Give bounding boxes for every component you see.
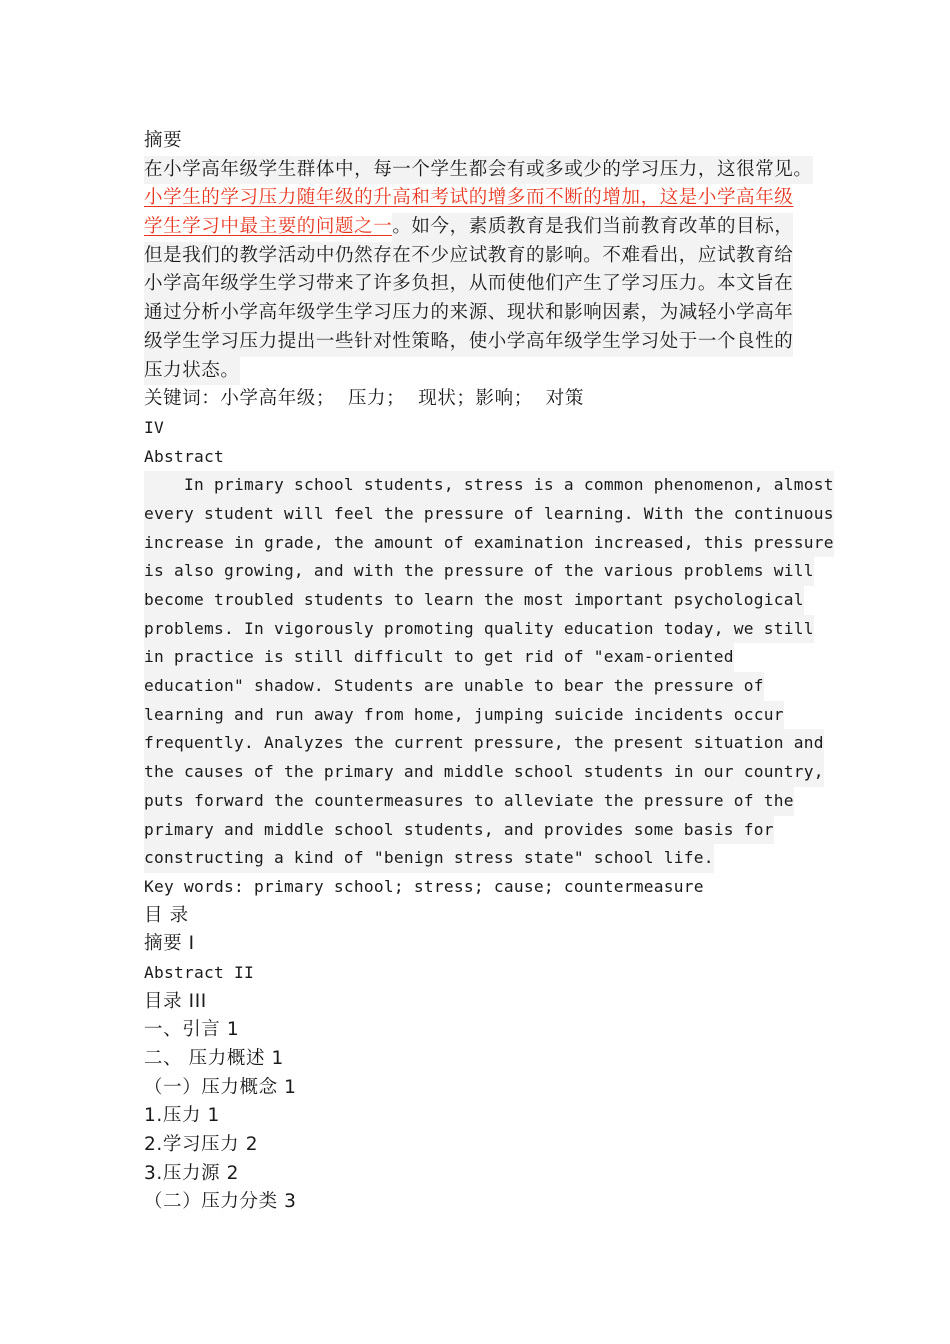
abstract-en-text: constructing a kind of "benign stress state" school life. xyxy=(144,844,714,873)
abstract-cn-text: 压力状态。 xyxy=(144,357,240,386)
toc-entry: 3.压力源 2 xyxy=(144,1162,240,1184)
abstract-cn-line xyxy=(144,328,824,357)
abstract-en-line xyxy=(144,471,834,500)
toc-entry: 2.学习压力 2 xyxy=(144,1134,259,1156)
keywords-cn: 关键词：小学高年级； 压力； 现状；影响； 对策 xyxy=(144,388,584,410)
abstract-en-text: become troubled students to learn the most important psychological xyxy=(144,586,804,615)
abstract-en-text: In primary school students, stress is a common phenomenon, almost xyxy=(144,471,834,500)
abstract-cn-heading: 摘要 xyxy=(144,130,183,151)
abstract-cn-text: 小学高年级学生学习带来了许多负担，从而使他们产生了学习压力。本文旨在 xyxy=(144,270,793,299)
abstract-cn-text: 。如今，素质教育是我们当前教育改革的目标， xyxy=(392,213,793,242)
toc-entry: 目录 III xyxy=(144,990,207,1012)
abstract-en-text: increase in grade, the amount of examination increased, this pressure xyxy=(144,529,834,558)
abstract-en-line xyxy=(144,701,824,730)
highlighted-sentence: 小学生的学习压力随年级的升高和考试的增多而不断的增加，这是小学高年级 xyxy=(144,187,794,209)
abstract-en-text: is also growing, and with the pressure of the various problems will xyxy=(144,557,814,586)
toc-entry: 1.压力 1 xyxy=(144,1105,220,1127)
abstract-en-line xyxy=(144,729,824,758)
abstract-en-line xyxy=(144,615,824,644)
abstract-cn-text: 但是我们的教学活动中仍然存在不少应试教育的影响。不难看出，应试教育给 xyxy=(144,242,793,271)
abstract-en-text: primary and middle school students, and provides some basis for xyxy=(144,816,774,845)
abstract-en-line xyxy=(144,816,824,845)
abstract-en-text: in practice is still difficult to get rid of "exam-oriented xyxy=(144,643,734,672)
abstract-en-line xyxy=(144,586,824,615)
abstract-en-line xyxy=(144,787,824,816)
abstract-cn-text: 在小学高年级学生群体中，每一个学生都会有或多或少的学习压力，这很常见。 xyxy=(144,156,813,185)
abstract-en-text: education" shadow. Students are unable to bear the pressure of xyxy=(144,672,764,701)
toc-entry: Abstract II xyxy=(144,962,254,982)
abstract-en-line xyxy=(144,643,824,672)
document-page xyxy=(144,127,834,1217)
toc-entry: （一）压力概念 1 xyxy=(144,1076,297,1098)
abstract-en-text: puts forward the countermeasures to alleviate the pressure of the xyxy=(144,787,794,816)
abstract-cn-line xyxy=(144,242,824,271)
abstract-en-text: problems. In vigorously promoting quality education today, we still xyxy=(144,615,814,644)
abstract-en-text: the causes of the primary and middle school students in our country, xyxy=(144,758,824,787)
abstract-cn-line xyxy=(144,270,824,299)
toc-entry: 二、 压力概述 1 xyxy=(144,1048,284,1069)
abstract-en-line xyxy=(144,758,824,787)
toc-entry: 摘要 I xyxy=(144,933,195,955)
highlighted-sentence-end: 学生学习中最主要的问题之一 xyxy=(144,216,393,238)
abstract-cn-line xyxy=(144,357,824,386)
abstract-en-line xyxy=(144,500,834,529)
abstract-cn-line xyxy=(144,184,824,213)
abstract-en-text: frequently. Analyzes the current pressure, the present situation and xyxy=(144,729,824,758)
abstract-en-text: learning and run away from home, jumping suicide incidents occur xyxy=(144,701,784,730)
abstract-en-line xyxy=(144,529,834,558)
toc-entry: （二）压力分类 3 xyxy=(144,1191,297,1213)
abstract-en-line xyxy=(144,557,824,586)
abstract-cn-line xyxy=(144,213,824,242)
abstract-en-line xyxy=(144,844,824,873)
abstract-cn-text: 级学生学习压力提出一些针对性策略，使小学高年级学生学习处于一个良性的 xyxy=(144,328,793,357)
abstract-cn-text: 通过分析小学高年级学生学习压力的来源、现状和影响因素，为减轻小学高年 xyxy=(144,299,793,328)
toc-entry: 一、引言 1 xyxy=(144,1019,240,1041)
abstract-en-heading: Abstract xyxy=(144,446,224,466)
abstract-en-text: every student will feel the pressure of learning. With the continuous xyxy=(144,500,834,529)
page-marker: IV xyxy=(144,417,164,437)
toc-heading: 目 录 xyxy=(144,904,189,926)
abstract-en-line xyxy=(144,672,824,701)
abstract-cn-line xyxy=(144,156,824,185)
keywords-en: Key words: primary school; stress; cause; countermeasure xyxy=(144,876,704,896)
abstract-cn-line xyxy=(144,299,824,328)
